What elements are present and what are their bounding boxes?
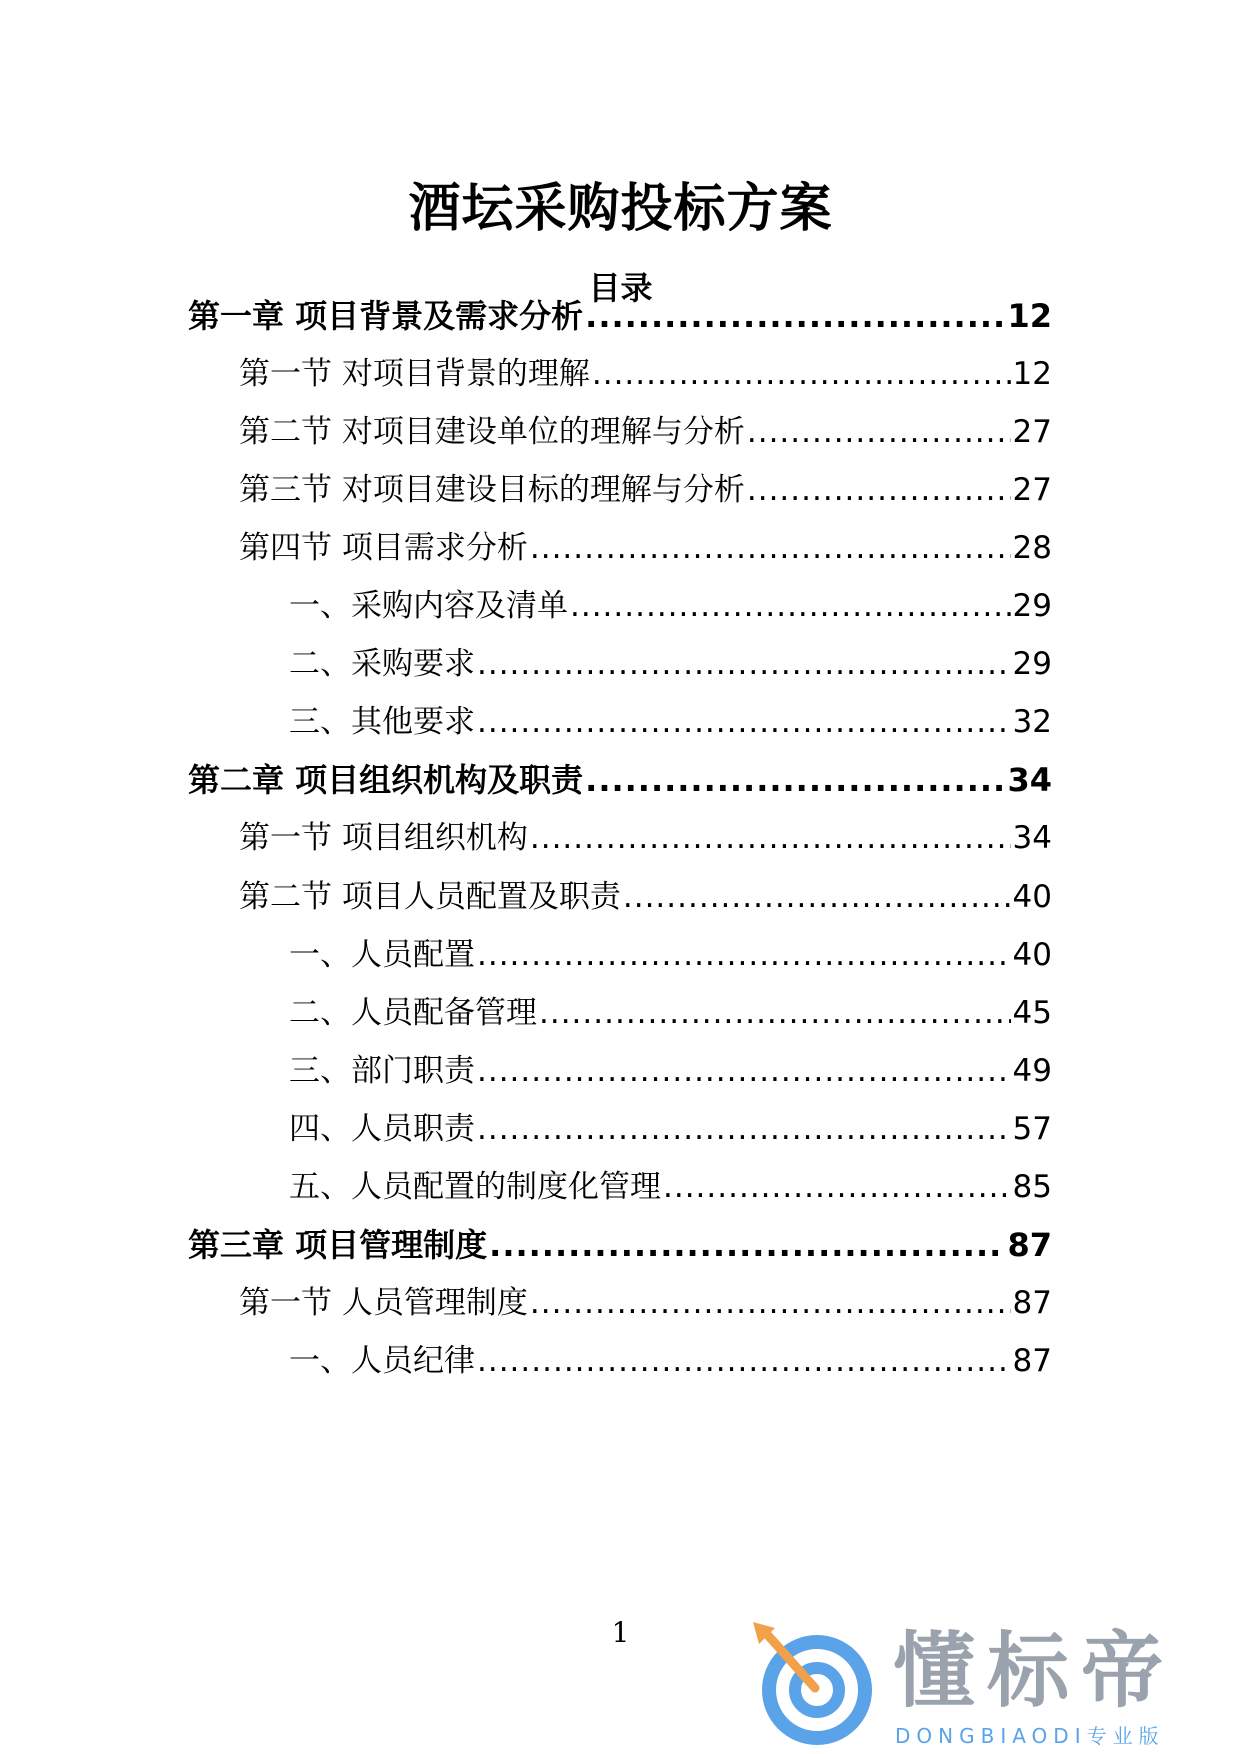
toc-entry-title: 一、人员配置 — [289, 937, 475, 973]
toc-entry-page: 57 — [1012, 1111, 1052, 1147]
toc-entry-page: 34 — [1007, 761, 1052, 799]
toc-entry[interactable] — [188, 1221, 1052, 1265]
toc-dot-leader — [530, 818, 1011, 858]
toc-heading: 目录 — [588, 269, 653, 307]
toc-entry-page: 28 — [1012, 530, 1052, 566]
toc-entry-page: 29 — [1012, 588, 1052, 624]
toc-entry[interactable] — [289, 1163, 1052, 1207]
toc-dot-leader — [539, 993, 1011, 1033]
toc-dot-leader — [477, 1341, 1011, 1381]
toc-entry-title: 一、采购内容及清单 — [289, 588, 568, 624]
toc-entry-page: 34 — [1012, 820, 1052, 856]
toc-dot-leader — [489, 1225, 1005, 1265]
toc-entry-title: 一、人员纪律 — [289, 1343, 475, 1379]
toc-entry-page: 40 — [1012, 879, 1052, 915]
toc-entry-title: 第一节 项目组织机构 — [239, 820, 528, 856]
toc-entry-page: 29 — [1012, 646, 1052, 682]
toc-entry-title: 四、人员职责 — [289, 1111, 475, 1147]
toc-entry-page: 12 — [1007, 297, 1052, 335]
toc-entry[interactable] — [239, 1279, 1052, 1323]
toc-entry[interactable] — [188, 292, 1052, 336]
toc-dot-leader — [477, 644, 1011, 684]
toc-dot-leader — [477, 702, 1011, 742]
toc-entry-title: 第一节 人员管理制度 — [239, 1285, 528, 1321]
toc-entry[interactable] — [188, 756, 1052, 800]
toc-entry[interactable] — [289, 1105, 1052, 1149]
toc-dot-leader — [585, 296, 1005, 336]
toc-entry-page: 87 — [1012, 1343, 1052, 1379]
toc-dot-leader — [477, 1109, 1011, 1149]
toc-dot-leader — [623, 877, 1011, 917]
toc-entry[interactable] — [239, 350, 1052, 394]
toc-dot-leader — [747, 412, 1011, 452]
toc-entry-title: 第二节 项目人员配置及职责 — [239, 879, 621, 915]
toc-dot-leader — [530, 1283, 1011, 1323]
toc-entry[interactable] — [239, 814, 1052, 858]
toc-entry[interactable] — [289, 698, 1052, 742]
toc-entry[interactable] — [289, 989, 1052, 1033]
toc-dot-leader — [530, 528, 1011, 568]
toc-entry[interactable] — [289, 640, 1052, 684]
toc-dot-leader — [477, 1051, 1011, 1091]
page-number: 1 — [611, 1616, 630, 1649]
toc-entry-title: 第二节 对项目建设单位的理解与分析 — [239, 414, 745, 450]
toc-entry-title: 第二章 项目组织机构及职责 — [188, 761, 584, 799]
toc-entry-page: 85 — [1012, 1169, 1052, 1205]
toc-dot-leader — [592, 354, 1011, 394]
toc-dot-leader — [663, 1167, 1011, 1207]
toc-entry-page: 12 — [1012, 356, 1052, 392]
toc-entry[interactable] — [289, 582, 1052, 626]
watermark-subtitle: DONGBIAODI专业版 — [895, 1724, 1165, 1748]
toc-entry[interactable] — [239, 408, 1052, 452]
document-title: 酒坛采购投标方案 — [408, 179, 833, 239]
toc-entry-title: 第三节 对项目建设目标的理解与分析 — [239, 472, 745, 508]
toc-entry-title: 五、人员配置的制度化管理 — [289, 1169, 661, 1205]
toc-entry[interactable] — [289, 1337, 1052, 1381]
watermark — [745, 1620, 1235, 1750]
toc-entry-page: 49 — [1012, 1053, 1052, 1089]
toc-dot-leader — [477, 935, 1011, 975]
toc-entry-title: 二、人员配备管理 — [289, 995, 537, 1031]
toc-entry[interactable] — [239, 466, 1052, 510]
toc-entry-title: 三、部门职责 — [289, 1053, 475, 1089]
watermark-brand: 懂标帝 — [893, 1624, 1176, 1719]
toc-entry-page: 87 — [1007, 1226, 1052, 1264]
toc-entry-title: 三、其他要求 — [289, 704, 475, 740]
toc-entry-page: 40 — [1012, 937, 1052, 973]
toc-entry-title: 第三章 项目管理制度 — [188, 1226, 488, 1264]
toc-entry-page: 32 — [1012, 704, 1052, 740]
target-arrow-icon — [745, 1620, 885, 1750]
toc-entry-title: 二、采购要求 — [289, 646, 475, 682]
toc-dot-leader — [747, 470, 1011, 510]
toc-entry[interactable] — [289, 1047, 1052, 1091]
toc-entry[interactable] — [239, 524, 1052, 568]
toc-dot-leader — [585, 760, 1005, 800]
toc-entry-title: 第一章 项目背景及需求分析 — [188, 297, 584, 335]
toc-entry-title: 第一节 对项目背景的理解 — [239, 356, 590, 392]
toc-entry[interactable] — [289, 931, 1052, 975]
toc-entry-page: 27 — [1012, 472, 1052, 508]
toc-entry-page: 45 — [1012, 995, 1052, 1031]
toc-entry[interactable] — [239, 873, 1052, 917]
toc-entry-title: 第四节 项目需求分析 — [239, 530, 528, 566]
toc-dot-leader — [570, 586, 1011, 626]
toc-entry-page: 87 — [1012, 1285, 1052, 1321]
toc-entry-page: 27 — [1012, 414, 1052, 450]
